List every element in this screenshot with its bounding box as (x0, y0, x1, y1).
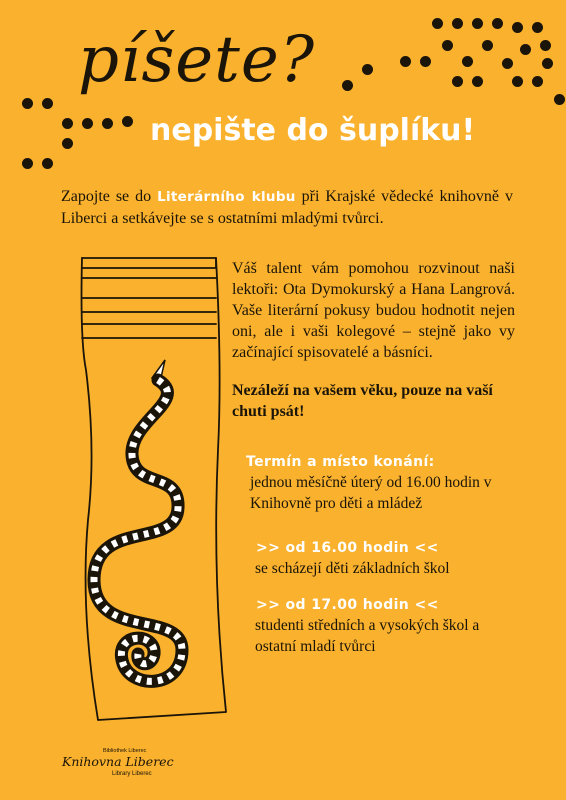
dot (520, 44, 531, 55)
dot (452, 18, 463, 29)
session-1-heading: >> od 16.00 hodin << (256, 540, 439, 556)
dot (532, 76, 543, 87)
dot (512, 22, 523, 33)
dot (22, 158, 33, 169)
library-logo: Knihovna Liberec (62, 754, 174, 769)
dot (122, 116, 133, 127)
dot (82, 118, 93, 129)
dot (502, 58, 513, 69)
dot (532, 22, 543, 33)
dot (452, 76, 463, 87)
session-2-heading: >> od 17.00 hodin << (256, 597, 439, 613)
page-title: píšete? (78, 23, 316, 97)
intro-paragraph (61, 186, 513, 229)
dot (362, 64, 373, 75)
session-2-text: studenti středních a vysokých škol a ostatní mladí tvůrci (255, 617, 480, 655)
dot (400, 56, 411, 67)
club-name-highlight: Literárního klubu (157, 189, 296, 205)
schedule-text: jednou měsíčně úterý od 16.00 hodin v Knihovně pro děti a mládež (250, 474, 492, 512)
dot (62, 138, 73, 149)
dot (42, 158, 53, 169)
intro-text-after: při Krajské vědecké knihovně v Liberci a setkávejte se s ostatními mladými tvůrci. (61, 188, 513, 227)
dot (432, 18, 443, 29)
dot (102, 118, 113, 129)
intro-text-before: Zapojte se do (61, 188, 158, 205)
dot (512, 76, 523, 87)
dot (342, 80, 353, 91)
page-subtitle: nepište do šuplíku! (150, 113, 476, 148)
pen-nib-snake-on-paper-icon (70, 250, 230, 730)
dot (482, 40, 493, 51)
dot (420, 56, 431, 67)
dot (472, 76, 483, 87)
dot (42, 98, 53, 109)
dot (542, 58, 553, 69)
logo-top-text: Bibliothek Liberec (103, 748, 147, 754)
talent-paragraph: Váš talent vám pomohou rozvinout naši lektoři: Ota Dymokurský a Hana Langrová. Vaše literární pokusy budou hodnotit nejen oni, ale i vaši kolegové – stejně jako vy začínající spisovatelé a básníci. (232, 260, 515, 361)
logo-bottom-text: Library Liberec (112, 771, 152, 777)
dot (62, 118, 73, 129)
dot (554, 94, 565, 105)
age-paragraph: Nezáleží na vašem věku, pouze na vaší chuti psát! (232, 382, 493, 420)
dot (462, 56, 473, 67)
dot (492, 18, 503, 29)
dot (22, 98, 33, 109)
dot (442, 40, 453, 51)
schedule-heading: Termín a místo konání: (246, 454, 435, 470)
dot (472, 18, 483, 29)
session-1-text: se scházejí děti základních škol (255, 560, 450, 577)
dot (540, 40, 551, 51)
